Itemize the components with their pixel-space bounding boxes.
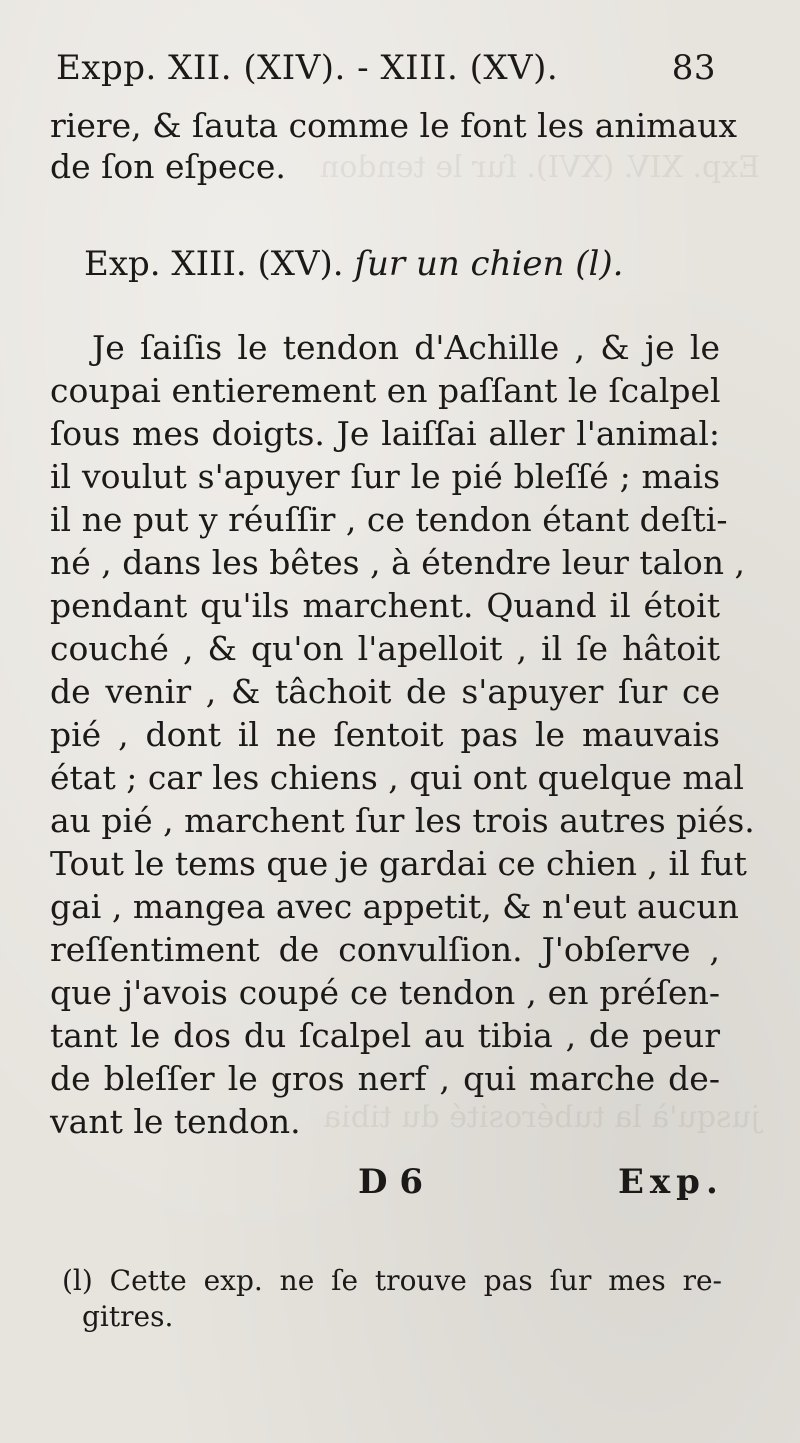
paragraph-line: au pié , marchent ſur les trois autres piés. (50, 801, 755, 840)
page-number: 83 (671, 48, 716, 88)
paragraph-line: couché , & qu'on l'apelloit , il ſe hâtoit (50, 629, 720, 668)
catchword: Exp. (618, 1162, 724, 1202)
paragraph-line: coupai entierement en paſſant le ſcalpel (50, 371, 721, 410)
paragraph-line: état ; car les chiens , qui ont quelque mal (50, 758, 744, 797)
paragraph-line: il ne put y réuſſir , ce tendon étant deſti- (50, 500, 728, 539)
paragraph-line: pendant qu'ils marchent. Quand il étoit (50, 586, 720, 625)
paragraph-line: pié , dont il ne ſentoit pas le mauvais (50, 715, 720, 754)
show-through-text: Exp. XIV. (XVI). ſur le tendon (319, 150, 760, 185)
paragraph-line: que j'avois coupé ce tendon , en préſen- (50, 973, 720, 1012)
paragraph-line: Tout le tems que je gardai ce chien , il fut (50, 844, 747, 883)
section-heading (84, 244, 623, 284)
signature-mark: D 6 (358, 1162, 423, 1202)
paragraph-line: tant le dos du ſcalpel au tibia , de peur (50, 1016, 720, 1055)
running-head: Expp. XII. (XIV). - XIII. (XV). (56, 48, 559, 88)
carryover-line: de ſon eſpece. (50, 147, 286, 186)
paragraph-line: il voulut s'apuyer ſur le pié bleſſé ; mais (50, 457, 720, 496)
paragraph-line: Je ſaiſis le tendon d'Achille , & je le (92, 328, 720, 367)
carryover-line: riere, & ſauta comme le font les animaux (50, 106, 738, 145)
section-label: Exp. XIII. (XV). (84, 244, 344, 284)
footnote-line: gitres. (82, 1300, 174, 1333)
page-header (56, 48, 716, 94)
paragraph-line: ſous mes doigts. Je laiſſai aller l'animal: (50, 414, 720, 453)
paragraph-line: reſſentiment de convulſion. J'obſerve , (50, 930, 720, 969)
footnote-reference: (l). (575, 244, 624, 284)
section-title: ſur un chien (354, 244, 565, 284)
paragraph-line: de bleſſer le gros nerf , qui marche de- (50, 1059, 720, 1098)
paragraph-line: gai , mangea avec appetit, & n'eut aucun (50, 887, 739, 926)
show-through-text-lower: jusqu'à la tubérosité du tibia (323, 1100, 760, 1135)
footnote-line: (l) Cette exp. ne ſe trouve pas ſur mes re- (62, 1264, 722, 1297)
paragraph-line: de venir , & tâchoit de s'apuyer ſur ce (50, 672, 720, 711)
paragraph-line: vant le tendon. (50, 1102, 301, 1141)
paragraph-line: né , dans les bêtes , à étendre leur talon , (50, 543, 745, 582)
